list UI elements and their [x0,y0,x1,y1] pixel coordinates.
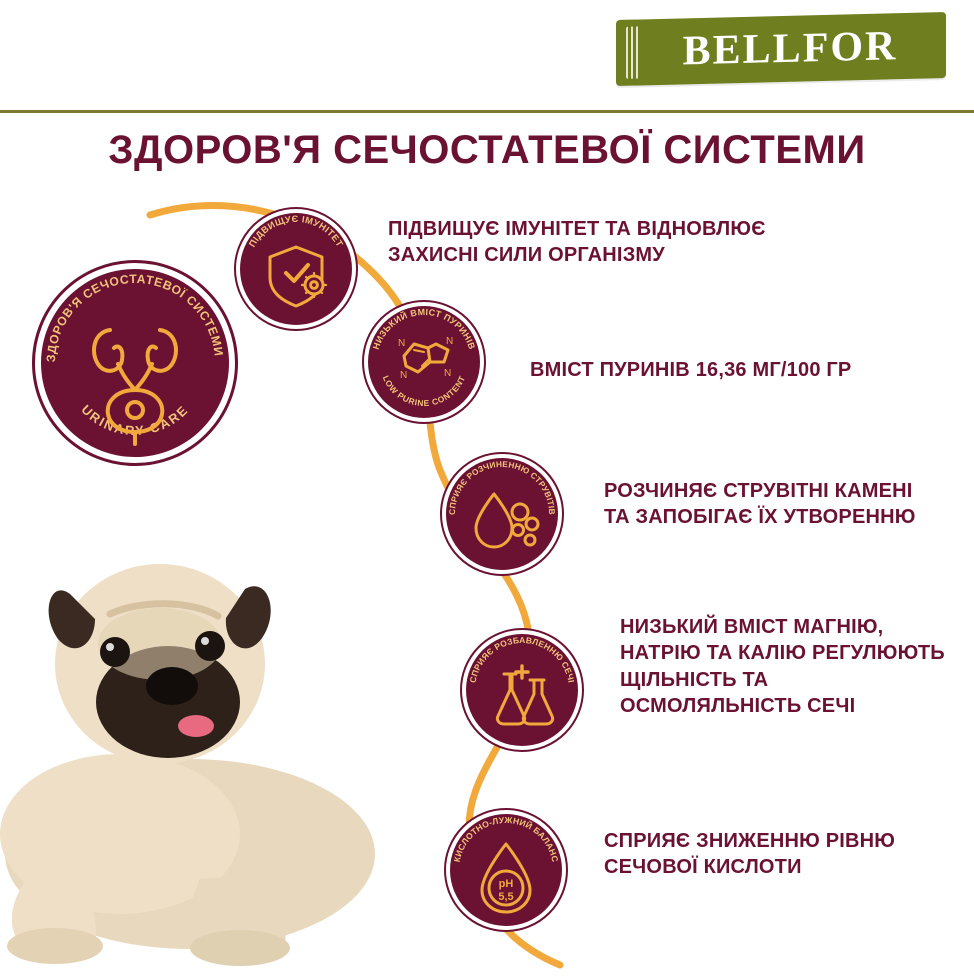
purine-molecule-icon [398,336,453,381]
badge-ring-text-4: СПРИЯЄ РОЗБАВЛЕННЮ СЕЧІ [467,634,577,684]
feature-badge-2 [362,300,486,424]
brand-name: BELLFOR [682,23,898,75]
flasks-icon [497,666,552,724]
svg-text:N: N [444,368,452,379]
svg-text:НИЗЬКИЙ ВМІСТ ПУРИНІВ [371,307,477,351]
svg-text:LOW PURINE CONTENT [381,374,468,408]
badge-ring-text-2b: LOW PURINE CONTENT [380,373,468,409]
feature-badge-3 [440,452,564,576]
svg-text:КИСЛОТНО-ЛУЖНИЙ БАЛАНС [452,815,561,863]
svg-text:ЗДОРОВ'Я СЕЧОСТАТЕВОЇ СИСТЕМИ [44,272,226,363]
badge-ring-text-3: СПРИЯЄ РОЗЧИНЕННЮ СТРУВІТІВ [446,458,558,516]
svg-text:N: N [446,336,454,347]
main-badge-ring-text-bottom: URINARY CARE [78,401,192,439]
header-bar [0,0,974,113]
main-badge-ring-text-top: ЗДОРОВ'Я СЕЧОСТАТЕВОЇ СИСТЕМИ [43,271,226,363]
shield-immunity-icon [270,247,326,306]
feature-badge-4 [460,628,584,752]
ph-value-label: pH [498,878,514,890]
ph-number-label: 5,5 [498,891,514,903]
svg-text:ПІДВИЩУЄ ІМУНІТЕТ [247,214,345,249]
feature-text-1: ПІДВИЩУЄ ІМУНІТЕТ ТА ВІДНОВЛЮЄ ЗАХИСНІ СИЛИ ОРГАНІЗМУ [388,218,766,267]
main-badge [32,260,238,466]
brand-logo [616,6,946,92]
feature-badge-5 [444,808,568,932]
feature-text-3: РОЗЧИНЯЄ СТРУВІТНІ КАМЕНІ ТА ЗАПОБІГАЄ ЇХ УТВОРЕННЮ [604,480,916,529]
feature-text-4: НИЗЬКИЙ ВМІСТ МАГНІЮ, НАТРІЮ ТА КАЛІЮ РЕГУЛЮЮТЬ ЩІЛЬНІСТЬ ТА ОСМОЛЯЛЬНІСТЬ СЕЧІ [620,616,945,718]
feature-text-2: ВМІСТ ПУРИНІВ 16,36 МГ/100 ГР [530,359,852,381]
feature-badge-1 [234,207,358,331]
feature-text-5: СПРИЯЄ ЗНИЖЕННЮ РІВНЮ СЕЧОВОЇ КИСЛОТИ [604,830,896,879]
droplet-stones-icon [476,494,538,547]
badge-ring-text-2: НИЗЬКИЙ ВМІСТ ПУРИНІВ [370,306,478,351]
dog-photo [0,534,430,974]
page-title: ЗДОРОВ'Я СЕЧОСТАТЕВОЇ СИСТЕМИ [108,128,866,172]
badge-ring-text-1: ПІДВИЩУЄ ІМУНІТЕТ [247,213,345,249]
badge-ring-text-5: КИСЛОТНО-ЛУЖНИЙ БАЛАНС [451,814,561,864]
svg-text:N: N [400,370,408,381]
svg-text:N: N [398,338,406,349]
